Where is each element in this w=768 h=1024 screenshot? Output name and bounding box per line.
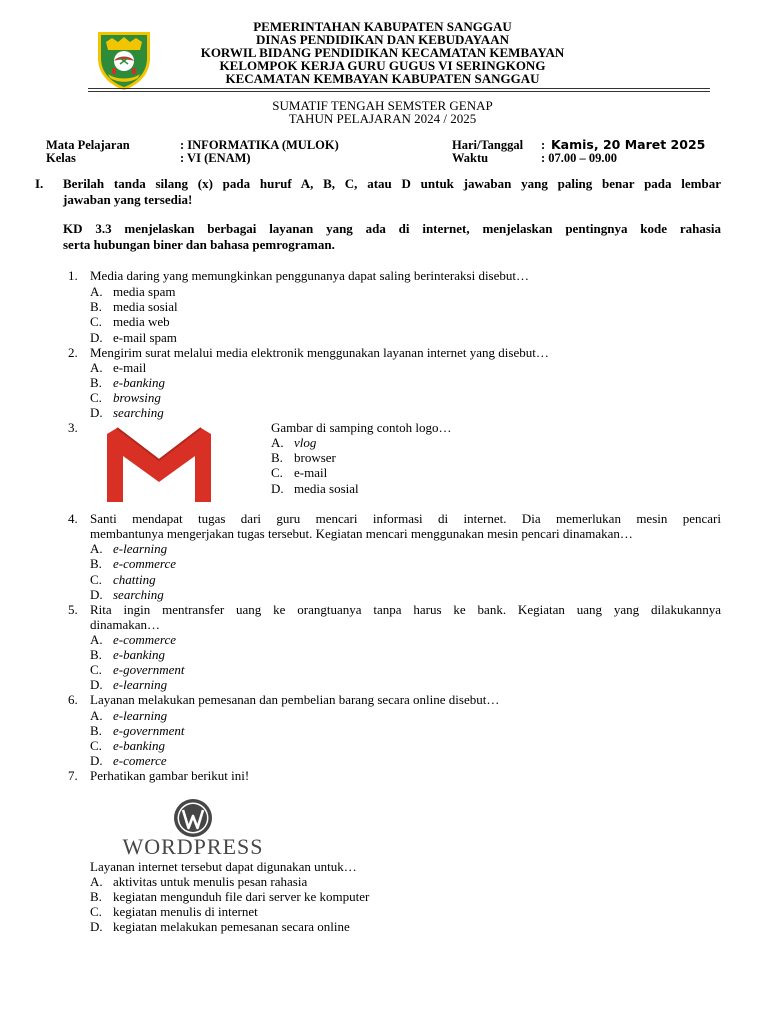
- question-5-text-line-1: Rita ingin mentransfer uang ke orangtuanya tanpa harus ke bank. Kegiatan uang yang dilakukannya: [90, 602, 721, 617]
- option-letter: A.: [90, 632, 103, 647]
- option-letter: B.: [90, 889, 102, 904]
- option-letter: A.: [90, 541, 103, 556]
- wordpress-logo-icon: [108, 798, 278, 856]
- question-number: 3.: [68, 420, 78, 435]
- option-text: media sosial: [294, 481, 359, 496]
- option-text: e-mail: [294, 465, 328, 480]
- option-letter: D.: [90, 677, 103, 692]
- subject-label: Mata Pelajaran: [46, 138, 130, 152]
- option-letter: C.: [90, 572, 102, 587]
- question-7-question: Layanan internet tersebut dapat digunakan untuk…: [90, 859, 357, 874]
- option-text: searching: [113, 587, 164, 602]
- header-line-2: DINAS PENDIDIKAN DAN KEBUDAYAAN: [256, 32, 509, 47]
- question-5-text-line-2: dinamakan…: [90, 617, 161, 632]
- option-letter: A.: [271, 435, 284, 450]
- header-line-3: KORWIL BIDANG PENDIDIKAN KECAMATAN KEMBAYAN: [200, 45, 565, 60]
- gmail-logo-icon: [103, 426, 215, 506]
- day-colon: :: [541, 138, 546, 152]
- header-line-4: KELOMPOK KERJA GURU GUGUS VI SERINGKONG: [219, 58, 546, 73]
- kd-line-1: KD 3.3 menjelaskan berbagai layanan yang ada di internet, menjelaskan pentingnya kode rahasia: [63, 221, 721, 236]
- class-value: : VI (ENAM): [180, 151, 251, 165]
- day-label: Hari/Tanggal: [452, 138, 524, 152]
- option-text: e-learning: [113, 708, 168, 723]
- option-text: kegiatan menulis di internet: [113, 904, 258, 919]
- option-text: aktivitas untuk menulis pesan rahasia: [113, 874, 308, 889]
- question-1-text: Media daring yang memungkinkan penggunanya dapat saling berinteraksi disebut…: [90, 268, 529, 283]
- option-letter: A.: [90, 360, 103, 375]
- option-text: media web: [113, 314, 170, 329]
- option-text: e-government: [113, 723, 185, 738]
- option-letter: C.: [271, 465, 283, 480]
- option-text: e-comerce: [113, 753, 167, 768]
- option-text: e-mail spam: [113, 330, 177, 345]
- option-letter: D.: [90, 330, 103, 345]
- option-text: e-banking: [113, 647, 165, 662]
- option-letter: C.: [90, 662, 102, 677]
- wordpress-logo-text: WORDPRESS: [122, 834, 264, 856]
- question-2-text: Mengirim surat melalui media elektronik menggunakan layanan internet yang disebut…: [90, 345, 549, 360]
- option-text: searching: [113, 405, 164, 420]
- section-number: I.: [35, 176, 44, 191]
- time-label: Waktu: [452, 151, 489, 165]
- option-letter: B.: [90, 723, 102, 738]
- time-value: : 07.00 – 09.00: [541, 151, 618, 165]
- kd-line-2: serta hubungan biner dan bahasa pemrograman.: [63, 237, 335, 252]
- option-letter: A.: [90, 874, 103, 889]
- option-text: e-mail: [113, 360, 147, 375]
- question-number: 7.: [68, 768, 78, 783]
- option-letter: D.: [90, 753, 103, 768]
- question-number: 5.: [68, 602, 78, 617]
- question-4-text-line-1: Santi mendapat tugas dari guru mencari informasi di internet. Dia memerlukan mesin pencari: [90, 511, 721, 526]
- option-text: media sosial: [113, 299, 178, 314]
- question-number: 1.: [68, 268, 78, 283]
- question-number: 6.: [68, 692, 78, 707]
- option-letter: A.: [90, 708, 103, 723]
- header-line-1: PEMERINTAHAN KABUPATEN SANGGAU: [253, 19, 512, 34]
- question-3-text: Gambar di samping contoh logo…: [271, 420, 452, 435]
- question-7-text: Perhatikan gambar berikut ini!: [90, 768, 250, 783]
- option-letter: C.: [90, 314, 102, 329]
- option-text: e-government: [113, 662, 185, 677]
- question-number: 2.: [68, 345, 78, 360]
- question-number: 4.: [68, 511, 78, 526]
- option-letter: B.: [90, 375, 102, 390]
- exam-year: TAHUN PELAJARAN 2024 / 2025: [288, 111, 477, 126]
- instruction-line-1: Berilah tanda silang (x) pada huruf A, B, C, atau D untuk jawaban yang paling benar pada lembar: [63, 176, 721, 191]
- instruction-line-2: jawaban yang tersedia!: [63, 192, 193, 207]
- option-text: vlog: [294, 435, 317, 450]
- option-letter: D.: [90, 919, 103, 934]
- option-text: browsing: [113, 390, 161, 405]
- option-text: kegiatan melakukan pemesanan secara online: [113, 919, 350, 934]
- option-text: e-learning: [113, 677, 168, 692]
- option-text: e-commerce: [113, 556, 177, 571]
- option-text: e-banking: [113, 738, 165, 753]
- exam-title: SUMATIF TENGAH SEMSTER GENAP: [272, 98, 493, 113]
- question-4-text-line-2: membantunya mengerjakan tugas tersebut. Kegiatan mencari menggunakan mesin pencari dinamakan…: [90, 526, 633, 541]
- option-text: e-commerce: [113, 632, 177, 647]
- day-value: Kamis, 20 Maret 2025: [551, 137, 706, 152]
- option-letter: B.: [90, 647, 102, 662]
- header-line-5: KECAMATAN KEMBAYAN KABUPATEN SANGGAU: [225, 71, 540, 86]
- option-text: e-learning: [113, 541, 168, 556]
- option-letter: C.: [90, 904, 102, 919]
- option-letter: A.: [90, 284, 103, 299]
- subject-value: : INFORMATIKA (MULOK): [180, 138, 339, 152]
- header-rule-top: [88, 88, 710, 89]
- option-text: browser: [294, 450, 336, 465]
- option-letter: D.: [90, 587, 103, 602]
- option-letter: D.: [90, 405, 103, 420]
- option-letter: B.: [271, 450, 283, 465]
- option-text: kegiatan mengunduh file dari server ke komputer: [113, 889, 370, 904]
- class-label: Kelas: [46, 151, 76, 165]
- option-letter: B.: [90, 556, 102, 571]
- option-letter: B.: [90, 299, 102, 314]
- option-text: e-banking: [113, 375, 165, 390]
- option-text: media spam: [113, 284, 176, 299]
- question-6-text: Layanan melakukan pemesanan dan pembelian barang secara online disebut…: [90, 692, 500, 707]
- option-letter: C.: [90, 738, 102, 753]
- header-rule-bottom: [88, 91, 710, 92]
- option-text: chatting: [113, 572, 156, 587]
- option-letter: C.: [90, 390, 102, 405]
- option-letter: D.: [271, 481, 284, 496]
